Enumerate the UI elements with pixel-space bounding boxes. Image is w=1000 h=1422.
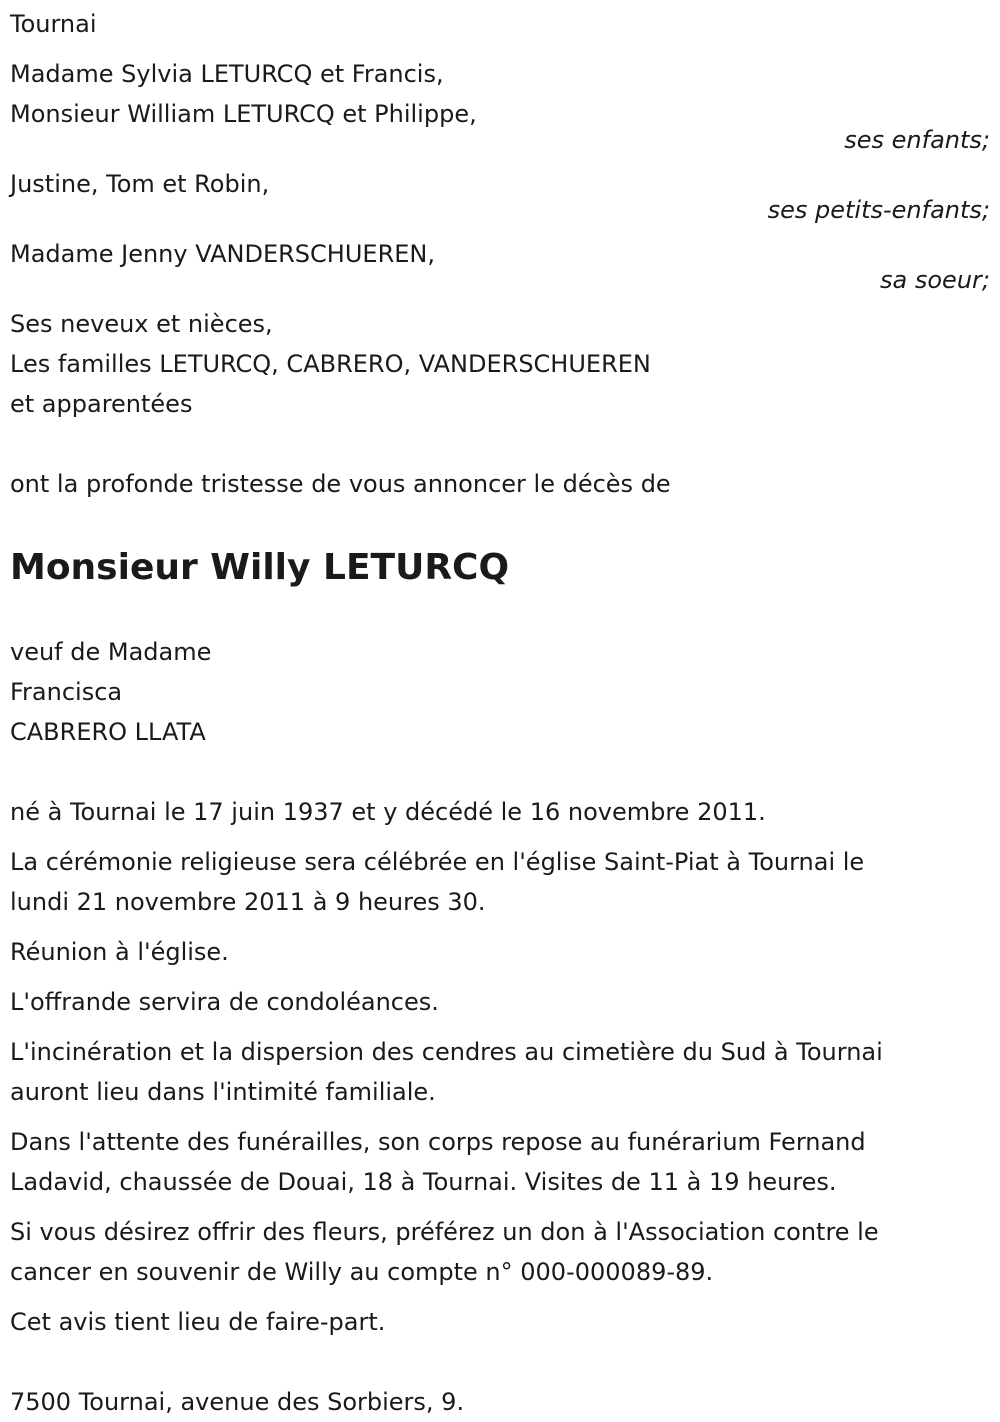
ceremony-block [10, 842, 990, 922]
others-block [10, 304, 990, 424]
sister-line: Madame Jenny VANDERSCHUEREN, [10, 240, 435, 268]
others-line: Les familles LETURCQ, CABRERO, VANDERSCHUEREN [10, 350, 651, 378]
grandchildren-line: Justine, Tom et Robin, [10, 170, 270, 198]
spouse-line: CABRERO LLATA [10, 718, 206, 746]
children-role: ses enfants; [844, 126, 990, 154]
others-line: Ses neveux et nièces, [10, 310, 273, 338]
grandchildren-block [10, 164, 990, 224]
funerarium-line: Dans l'attente des funérailles, son corps repose au funérarium Fernand [10, 1128, 866, 1156]
child-line: Madame Sylvia LETURCQ et Francis, [10, 60, 444, 88]
flowers-block [10, 1212, 990, 1292]
ceremony-line: La cérémonie religieuse sera célébrée en l'église Saint-Piat à Tournai le [10, 848, 865, 876]
spouse-line: veuf de Madame [10, 638, 212, 666]
cremation-line: auront lieu dans l'intimité familiale. [10, 1078, 436, 1106]
others-line: et apparentées [10, 390, 193, 418]
funerarium-block [10, 1122, 990, 1202]
cremation-block [10, 1032, 990, 1112]
sister-role: sa soeur; [880, 266, 990, 294]
birth-death-text: né à Tournai le 17 juin 1937 et y décédé le 16 novembre 2011. [10, 798, 766, 826]
ceremony-line: lundi 21 novembre 2011 à 9 heures 30. [10, 888, 486, 916]
deceased-name: Monsieur Willy LETURCQ [10, 547, 510, 588]
announcement-text: ont la profonde tristesse de vous annoncer le décès de [10, 470, 671, 498]
children-block [10, 54, 990, 154]
notice-text: Cet avis tient lieu de faire-part. [10, 1308, 386, 1336]
child-line: Monsieur William LETURCQ et Philippe, [10, 100, 477, 128]
funerarium-line: Ladavid, chaussée de Douai, 18 à Tournai. Visites de 11 à 19 heures. [10, 1168, 837, 1196]
address-text: 7500 Tournai, avenue des Sorbiers, 9. [10, 1388, 465, 1416]
sister-block [10, 234, 990, 294]
spouse-line: Francisca [10, 678, 123, 706]
flowers-line: cancer en souvenir de Willy au compte n° 000-000089-89. [10, 1258, 714, 1286]
spouse-block [10, 632, 990, 752]
city-heading: Tournai [10, 10, 97, 38]
flowers-line: Si vous désirez offrir des fleurs, préférez un don à l'Association contre le [10, 1218, 879, 1246]
meeting-text: Réunion à l'église. [10, 938, 229, 966]
cremation-line: L'incinération et la dispersion des cendres au cimetière du Sud à Tournai [10, 1038, 883, 1066]
offering-text: L'offrande servira de condoléances. [10, 988, 439, 1016]
grandchildren-role: ses petits-enfants; [767, 196, 990, 224]
